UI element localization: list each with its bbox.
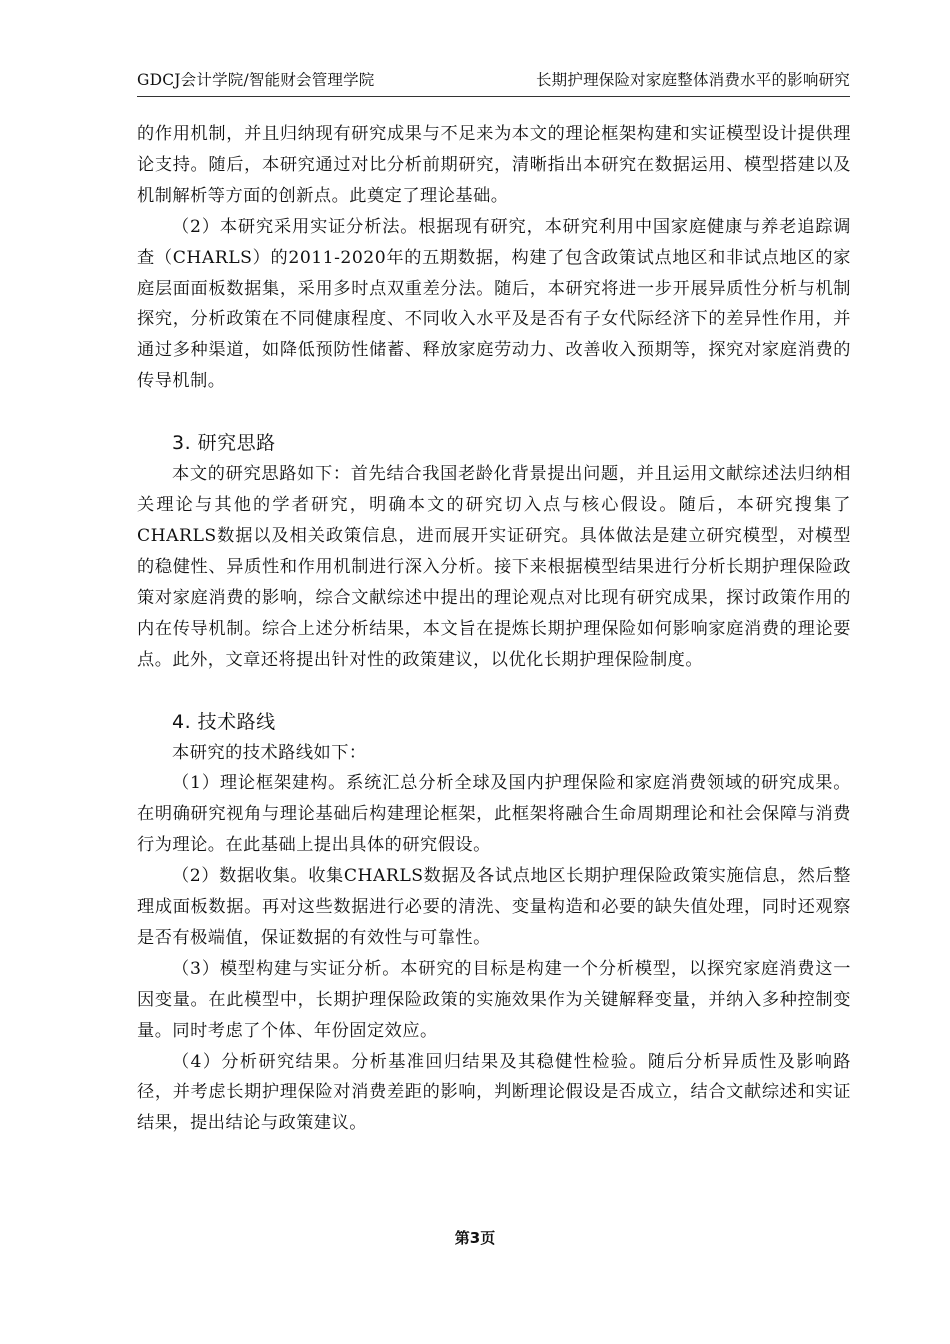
header-institution: GDCJ会计学院/智能财会管理学院 [137,71,375,89]
paragraph-route-step-1: （1）理论框架建构。系统汇总分析全球及国内护理保险和家庭消费领域的研究成果。在明确研究视角与理论基础后构建理论框架，此框架将融合生命周期理论和社会保障与消费行为理论。在此基础上提出具体的研究假设。 [137,773,851,856]
paragraph-research-approach: 本文的研究思路如下：首先结合我国老龄化背景提出问题，并且运用文献综述法归纳相关理论与其他的学者研究，明确本文的研究切入点与核心假设。随后，本研究搜集了CHARLS数据以及相关政策信息，进而展开实证研究。具体做法是建立研究模型，对模型的稳健性、异质性和作用机制进行深入分析。接下来根据模型结果进行分析长期护理保险政策对家庭消费的影响，综合文献综述中提出的理论观点对比现有研究成果，探讨政策作用的内在传导机制。综合上述分析结果，本文旨在提炼长期护理保险如何影响家庭消费的理论要点。此外，文章还将提出针对性的政策建议，以优化长期护理保险制度。 [137,464,851,670]
paragraph-empirical-method: （2）本研究采用实证分析法。根据现有研究，本研究利用中国家庭健康与养老追踪调查（CHARLS）的2011-2020年的五期数据，构建了包含政策试点地区和非试点地区的家庭层面面板数据集，采用多时点双重差分法。随后，本研究将进一步开展异质性分析与机制探究，分析政策在不同健康程度、不同收入水平及是否有子女代际经济下的差异性作用，并通过多种渠道，如降低预防性储蓄、释放家庭劳动力、改善收入预期等，探究对家庭消费的传导机制。 [137,216,851,392]
paragraph-route-intro: 本研究的技术路线如下： [172,742,367,763]
paragraph-continued: 的作用机制，并且归纳现有研究成果与不足来为本文的理论框架构建和实证模型设计提供理论支持。随后，本研究通过对比分析前期研究，清晰指出本研究在数据运用、模型搭建以及机制解析等方面的创新点。此奠定了理论基础。 [137,124,851,206]
header-divider [137,96,850,97]
header-paper-title: 长期护理保险对家庭整体消费水平的影响研究 [535,71,850,89]
page-header [137,68,850,90]
paragraph-route-step-2: （2）数据收集。收集CHARLS数据及各试点地区长期护理保险政策实施信息，然后整理成面板数据。再对这些数据进行必要的清洗、变量构造和必要的缺失值处理，同时还观察是否有极端值，保证数据的有效性与可靠性。 [137,866,851,948]
section-heading-technical-route: 4. 技术路线 [172,710,276,733]
paragraph-route-step-4: （4）分析研究结果。分析基准回归结果及其稳健性检验。随后分析异质性及影响路径，并考虑长期护理保险对消费差距的影响，判断理论假设是否成立，结合文献综述和实证结果，提出结论与政策建议。 [137,1051,851,1134]
paragraph-route-step-3: （3）模型构建与实证分析。本研究的目标是构建一个分析模型，以探究家庭消费这一因变量。在此模型中，长期护理保险政策的实施效果作为关键解释变量，并纳入多种控制变量。同时考虑了个体、年份固定效应。 [137,958,851,1041]
section-heading-research-approach: 3. 研究思路 [172,432,276,455]
page-body [137,119,851,1139]
page-number: 第3页 [454,1229,496,1247]
